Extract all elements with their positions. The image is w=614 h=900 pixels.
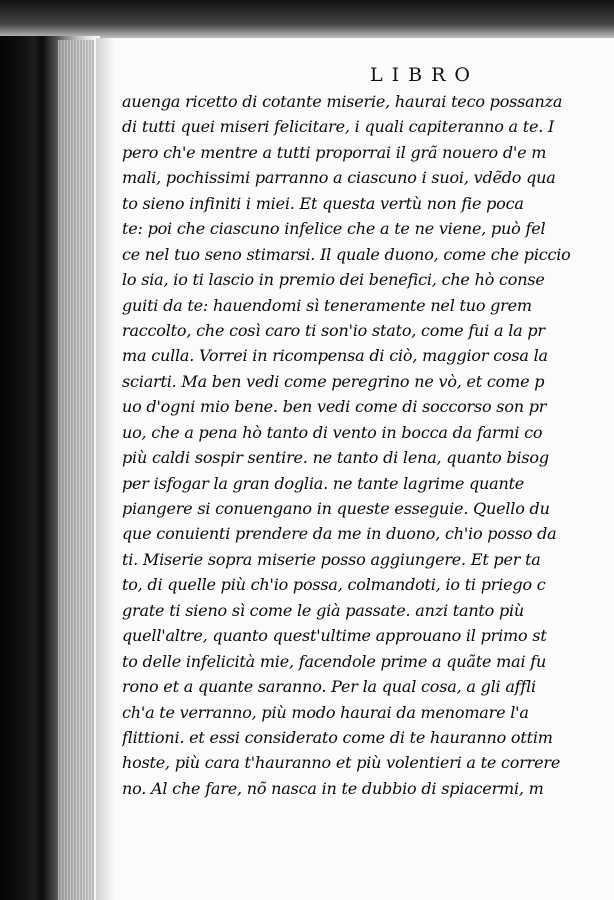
- text-line: grate ti sieno sì come le già passate. anzi tanto più: [122, 600, 525, 620]
- text-line: lo sia, io ti lascio in premio dei benefici, che hò conse: [122, 270, 545, 290]
- text-line: ti. Miserie sopra miserie posso aggiungere. Et per ta: [122, 549, 541, 569]
- scan-top-shadow: [0, 0, 614, 40]
- text-line: ce nel tuo seno stimarsi. Il quale duono, come che piccio: [122, 244, 571, 264]
- text-line: te: poi che ciascuno infelice che a te ne viene, può fel: [122, 219, 546, 239]
- running-head: LIBRO: [370, 64, 479, 86]
- text-line: sciarti. Ma ben vedi come peregrino ne vò, et come p: [122, 371, 545, 391]
- text-line: rono et a quante saranno. Per la qual cosa, a gli affli: [122, 677, 536, 697]
- text-line: to delle infelicità mie, facendole prime a quãte mai fu: [122, 651, 547, 671]
- text-line: per isfogar la gran doglia. ne tante lagrime quante: [122, 473, 525, 493]
- text-line: uo, che a pena hò tanto di vento in bocca da farmi co: [122, 422, 543, 442]
- page-body-text: [122, 89, 614, 801]
- text-line: auenga ricetto di cotante miserie, haurai teco possanza: [122, 92, 563, 111]
- text-line: ma culla. Vorrei in ricompensa di ciò, maggior cosa la: [122, 346, 548, 366]
- page-edges: [58, 40, 94, 900]
- text-line: que conuienti prendere da me in duono, ch'io posso da: [122, 524, 557, 544]
- text-line: to sieno infiniti i miei. Et questa vertù non fie poca: [122, 193, 524, 213]
- text-line: piangere si conuengano in queste esseguie. Quello du: [122, 499, 550, 518]
- text-line: hoste, più cara t'hauranno et più volentieri a te correre: [122, 753, 561, 773]
- text-line: di tutti quei miseri felicitare, i quali capiteranno a te. I: [122, 117, 555, 137]
- text-line: pero ch'e mentre a tutti proporrai il grã nouero d'e m: [122, 142, 547, 162]
- text-line: no. Al che fare, nõ nasca in te dubbio di spiacermi, m: [122, 778, 544, 798]
- text-line: flittioni. et essi considerato come di te hauranno ottim: [122, 727, 553, 747]
- text-line: più caldi sospir sentire. ne tanto di lena, quanto bisog: [122, 448, 549, 468]
- text-line: mali, pochissimi parranno a ciascuno i suoi, vdẽdo qua: [122, 168, 556, 188]
- text-line: quell'altre, quanto quest'ultime approuano il primo st: [122, 626, 547, 646]
- text-line: guiti da te: hauendomi sì teneramente nel tuo grem: [122, 295, 532, 315]
- text-line: to, di quelle più ch'io possa, colmandoti, io ti priego c: [122, 575, 546, 595]
- text-line: uo d'ogni mio bene. ben vedi come di soccorso son pr: [122, 397, 547, 417]
- text-line: ch'a te verranno, più modo haurai da menomare l'a: [122, 702, 529, 722]
- text-line: raccolto, che così caro ti son'io stato, come fui a la pr: [122, 320, 545, 340]
